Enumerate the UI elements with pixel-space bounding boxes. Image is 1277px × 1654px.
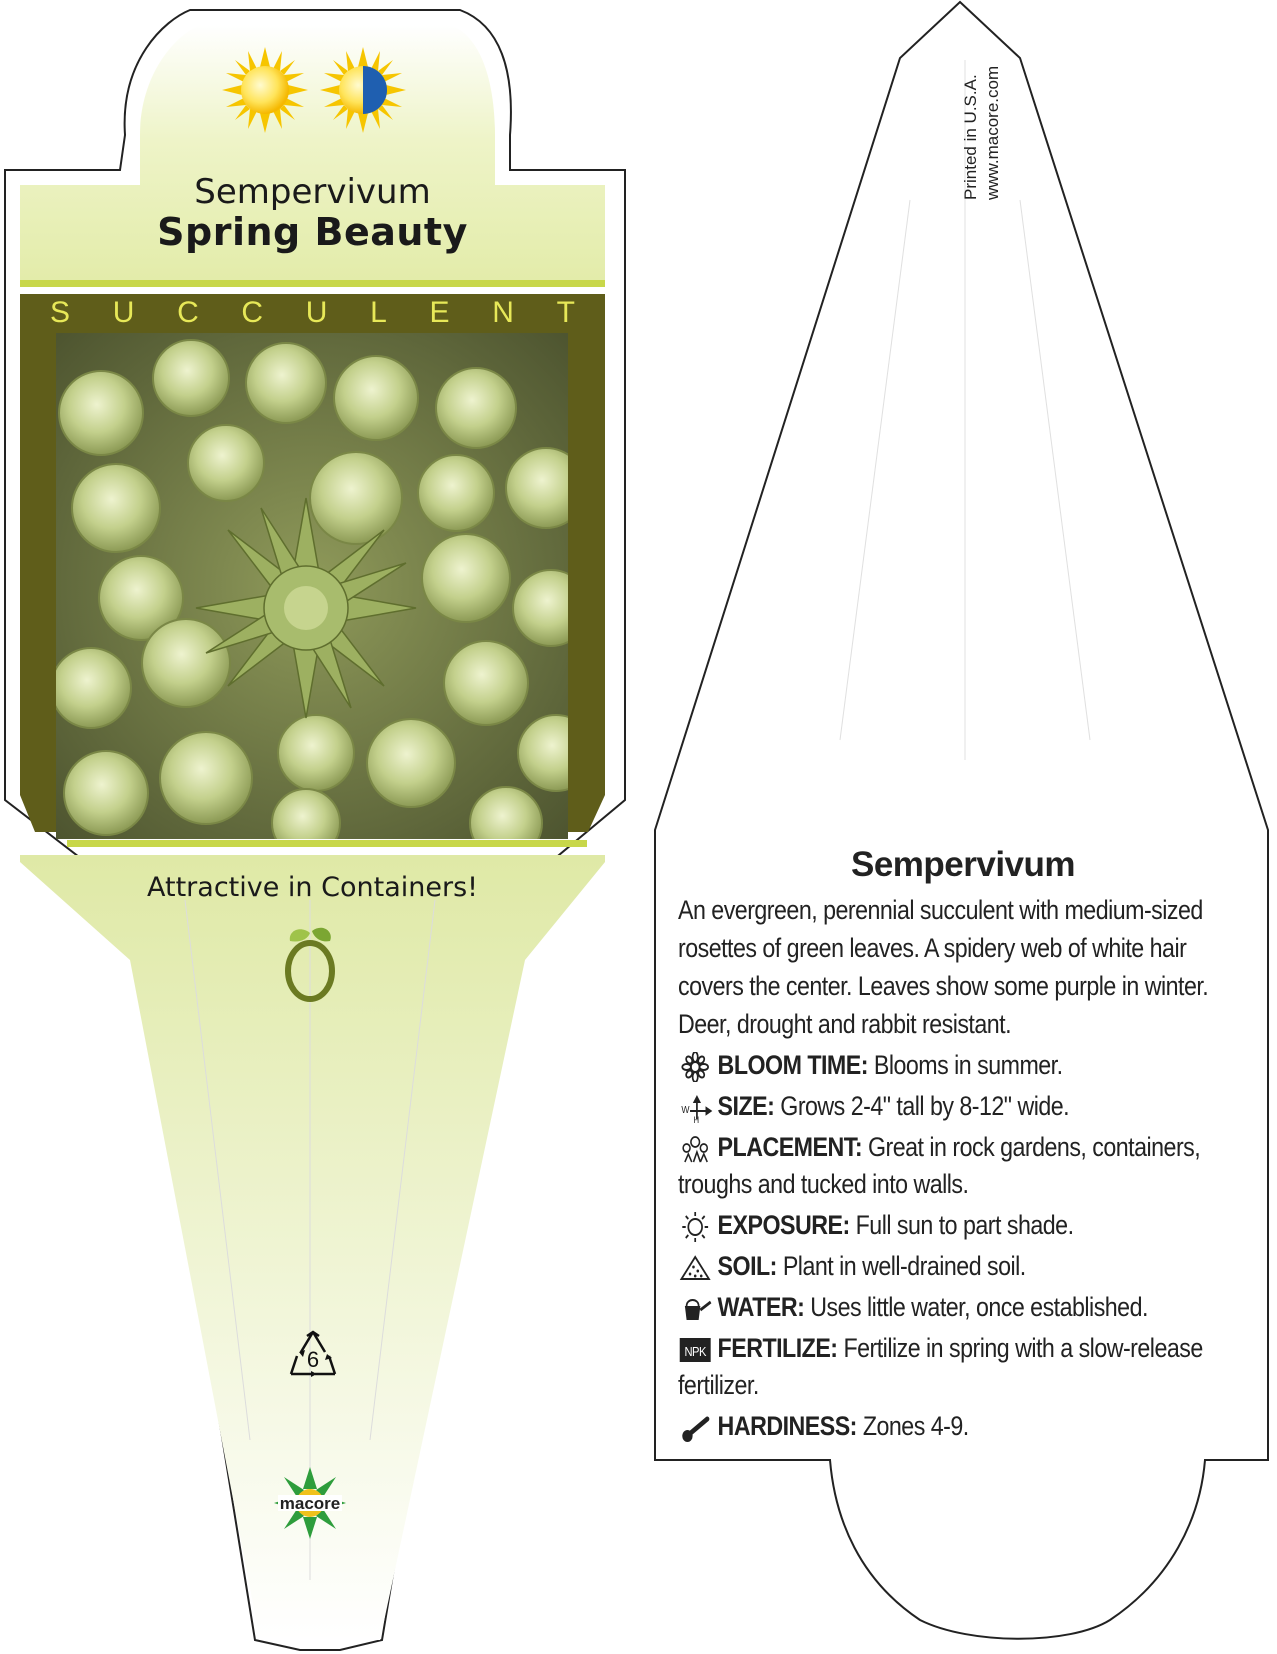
placement-flowers-icon (678, 1134, 712, 1164)
attr-label: BLOOM TIME: (717, 1050, 868, 1080)
category-label (20, 296, 605, 332)
category-letter: C (241, 296, 264, 329)
macore-brand: macore (279, 1494, 341, 1513)
attr-value: Fertilize in spring with a slow-release fertilizer. (678, 1333, 1203, 1400)
macore-logo (270, 1465, 350, 1541)
size-arrows-icon (678, 1093, 712, 1123)
category-letter: T (556, 296, 575, 329)
attr-label: PLACEMENT: (717, 1132, 863, 1162)
attr-size (678, 1088, 1246, 1125)
print-info (960, 66, 1004, 200)
attr-value: Great in rock gardens, containers, troughs and tucked into walls. (678, 1132, 1201, 1199)
watering-can-icon (678, 1294, 712, 1324)
thermometer-icon (678, 1413, 712, 1443)
part-shade-icon (318, 45, 408, 135)
attr-exposure (678, 1207, 1246, 1244)
attr-value: Zones 4-9. (862, 1411, 969, 1441)
attr-label: SOIL: (717, 1251, 777, 1281)
printed-in-text: Printed in U.S.A. (961, 74, 980, 200)
attr-value: Blooms in summer. (873, 1050, 1063, 1080)
flower-icon (678, 1052, 712, 1082)
soil-icon (678, 1253, 712, 1283)
attr-soil (678, 1248, 1246, 1285)
recycle-number: 6 (306, 1347, 320, 1372)
attr-water (678, 1289, 1246, 1326)
seedling-icon (280, 925, 340, 1005)
attr-fertilize (678, 1330, 1246, 1404)
attr-value: Grows 2-4" tall by 8-12" wide. (780, 1091, 1070, 1121)
plant-photo (56, 333, 568, 839)
back-title: Sempervivum (850, 845, 1076, 884)
front-cultivar-name: Spring Beauty (157, 210, 468, 254)
sun-icon (678, 1212, 712, 1242)
recycle-icon (285, 1330, 341, 1382)
attr-value: Plant in well-drained soil. (782, 1251, 1026, 1281)
full-sun-icon (220, 45, 310, 135)
category-letter: C (177, 296, 199, 329)
category-letter: U (305, 296, 328, 329)
back-info (678, 845, 1258, 1445)
npk-text: NPK (684, 1344, 706, 1360)
front-tagline: Attractive in Containers! (147, 872, 478, 903)
attr-label: HARDINESS: (717, 1411, 857, 1441)
attr-label: EXPOSURE: (717, 1210, 850, 1240)
plant-description: An evergreen, perennial succulent with medium-sized rosettes of green leaves. A spidery web of white hair covers the center. Leaves show some purple in winter. Deer, drought and rabbit resistant. (678, 895, 1209, 1039)
attr-bloom-time (678, 1047, 1246, 1084)
front-species-name: Sempervivum (194, 172, 431, 212)
category-letter: E (429, 296, 450, 329)
attr-label: SIZE: (717, 1091, 775, 1121)
category-letter: U (112, 296, 135, 329)
attr-value: Uses little water, once established. (810, 1292, 1148, 1322)
category-letter: L (370, 296, 387, 329)
attr-label: FERTILIZE: (717, 1333, 838, 1363)
attr-label: WATER: (717, 1292, 805, 1322)
category-letter: S (50, 296, 71, 329)
category-letter: N (492, 296, 514, 329)
attr-hardiness (678, 1408, 1246, 1445)
attr-placement (678, 1129, 1246, 1203)
website-text: www.macore.com (983, 65, 1002, 200)
svg-text:W: W (681, 1104, 690, 1116)
svg-text:H: H (693, 1114, 699, 1123)
attr-value: Full sun to part shade. (855, 1210, 1074, 1240)
npk-icon (678, 1335, 712, 1365)
